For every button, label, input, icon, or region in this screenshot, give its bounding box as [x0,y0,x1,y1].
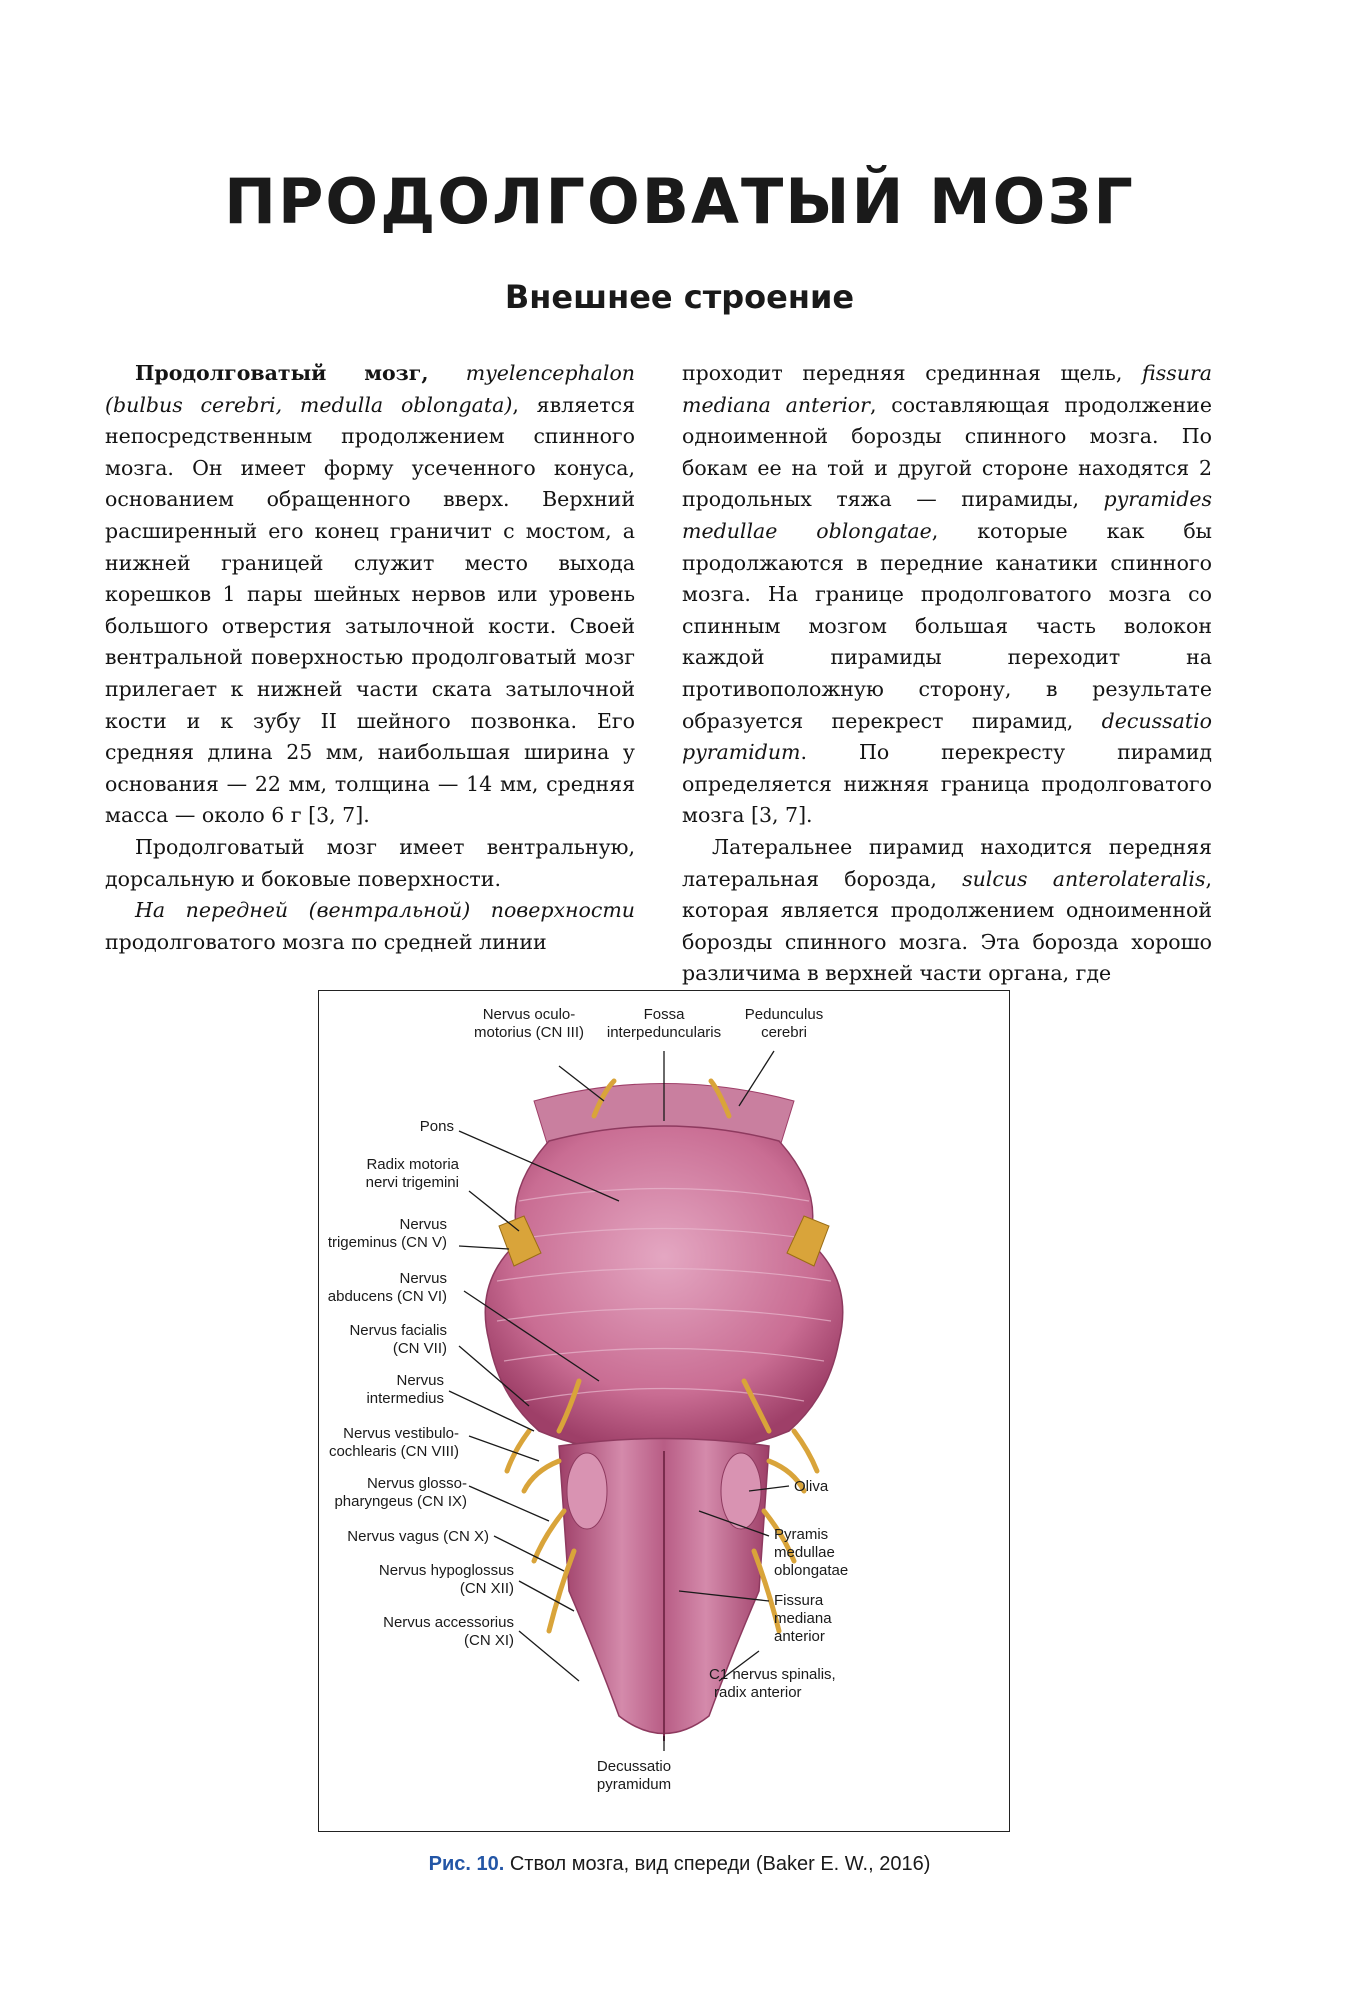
latin-term: fissura mediana anterior [682,361,1212,417]
page-title: ПРОДОЛГОВАТЫЙ МОЗГ [224,165,1135,238]
label-facialis-line1: Nervus facialis [349,1322,447,1339]
label-pyramis-line1: Pyramis [774,1526,829,1543]
label-c1-line2: radix anterior [714,1684,802,1701]
label-radix-line2: nervi trigemini [365,1174,459,1191]
label-vestibulo-line1: Nervus vestibulo- [343,1425,459,1442]
label-oculomotorius-line2: motorius (CN III) [473,1024,585,1041]
pons-shape [485,1126,843,1453]
latin-term: (bulbus cerebri, medulla oblongata) [105,392,513,417]
label-pons: Pons [419,1118,454,1135]
label-intermedius-line1: Nervus [396,1372,444,1389]
section-subtitle: Внешнее строение [504,278,855,316]
text-column-right [682,358,1212,990]
latin-term: sulcus anterolateralis [962,866,1206,891]
left-olive-shape [567,1453,607,1529]
label-fossa-line1: Fossa [643,1006,685,1023]
label-intermedius-line2: intermedius [366,1390,444,1407]
paragraph-continuation [682,358,1212,832]
brainstem-figure [318,990,1010,1832]
label-abducens-line1: Nervus [399,1270,447,1287]
paragraph-text: проходит передняя срединная щель, [682,361,1143,385]
paragraph-text: . По перекресту пирамид определяется нижняя граница продолговатого мозга [3, 7]. [682,740,1212,828]
label-hypoglossus-line1: Nervus hypoglossus [378,1562,514,1579]
label-fissura-line1: Fissura [774,1592,824,1609]
text-column-left [105,358,635,958]
label-oliva: Oliva [794,1478,829,1495]
label-fissura-line2: mediana [774,1610,832,1627]
label-decussatio-line1: Decussatio [596,1758,672,1775]
label-accessorius-line1: Nervus accessorius [383,1614,514,1631]
right-olive-shape [721,1453,761,1529]
figure-caption-label: Рис. 10. [428,1853,505,1875]
paragraph-text: продолговатого мозга по средней линии [105,929,547,954]
label-vagus: Nervus vagus (CN X) [347,1528,489,1545]
label-oculomotorius-line1: Nervus oculo- [482,1006,576,1023]
label-hypoglossus-line2: (CN XII) [459,1580,514,1597]
label-trigeminus-line2: trigeminus (CN V) [327,1234,447,1251]
figure-caption-text: Ствол мозга, вид спереди (Baker E. W., 2016) [504,1853,931,1875]
paragraph-text: , которые как бы продолжаются в передние канатики спинного мозга. На границе продолговатого мозга со спинным мозгом большая часть волокон каждой пирамиды переходит на противоположную сторону, в результате образуется перекрест пирамид, [682,518,1212,733]
label-pedunculus-line1: Pedunculus [744,1006,824,1023]
label-decussatio-line2: pyramidum [596,1776,672,1793]
label-abducens-line2: abducens (CN VI) [327,1288,447,1305]
paragraph-surfaces: Продолговатый мозг имеет вентральную, дорсальную и боковые поверхности. [105,834,635,891]
brainstem-illustration [319,991,1009,1831]
paragraph-text: , является непосредственным продолжением спинного мозга. Он имеет форму усеченного конуса, основанием обращенного вверх. Верхний расширенный его конец граничит с мостом, а нижней границей служит место выхода корешков 1 пары шейных нервов или уровень большого отверстия затылочной кости. Своей вентральной поверхностью продолговатый мозг прилегает к нижней части ската затылочной кости и к зубу II шейного позвонка. Его средняя длина 25 мм, наибольшая ширина у основания — 22 мм, толщина — 14 мм, средняя масса — около 6 г [3, 7]. [105,392,635,828]
label-trigeminus-line1: Nervus [399,1216,447,1233]
latin-term: pyramides medullae oblongatae [682,487,1212,543]
paragraph-intro [105,358,635,832]
label-fissura-line3: anterior [774,1628,825,1645]
paragraph-ventral [105,895,635,958]
term-bold: Продолговатый мозг, [135,361,429,385]
label-vestibulo-line2: cochlearis (CN VIII) [328,1443,459,1460]
paragraph-text: , составляющая продолжение одноименной борозды спинного мозга. По бокам ее на той и другой стороне находятся 2 продольных тяжа — пирамиды, [682,392,1212,512]
latin-term: myelencephalon [465,361,635,385]
latin-term: decussatio pyramidum [682,708,1212,765]
italic-phrase: На передней (вентральной) поверхности [135,898,635,923]
label-glosso-line1: Nervus glosso- [366,1475,467,1492]
paragraph-text: , которая является продолжением одноименной борозды спинного мозга. Эта борозда хорошо различима в верхней части органа, где [682,866,1212,986]
label-pyramis-line2: medullae [774,1544,835,1561]
label-radix-line1: Radix motoria [366,1156,459,1173]
label-pyramis-line3: oblongatae [774,1562,849,1579]
figure-caption [0,1853,1359,1876]
label-glosso-line2: pharyngeus (CN IX) [334,1493,467,1510]
paragraph-text: Латеральнее пирамид находится передняя латеральная борозда, [682,834,1212,891]
paragraph-lateral [682,832,1212,990]
label-fossa-line2: interpeduncularis [606,1024,722,1041]
label-accessorius-line2: (CN XI) [464,1632,514,1649]
label-facialis-line2: (CN VII) [392,1340,447,1357]
label-c1-line1: C1 nervus spinalis, [709,1666,836,1683]
label-pedunculus-line2: cerebri [761,1024,807,1041]
